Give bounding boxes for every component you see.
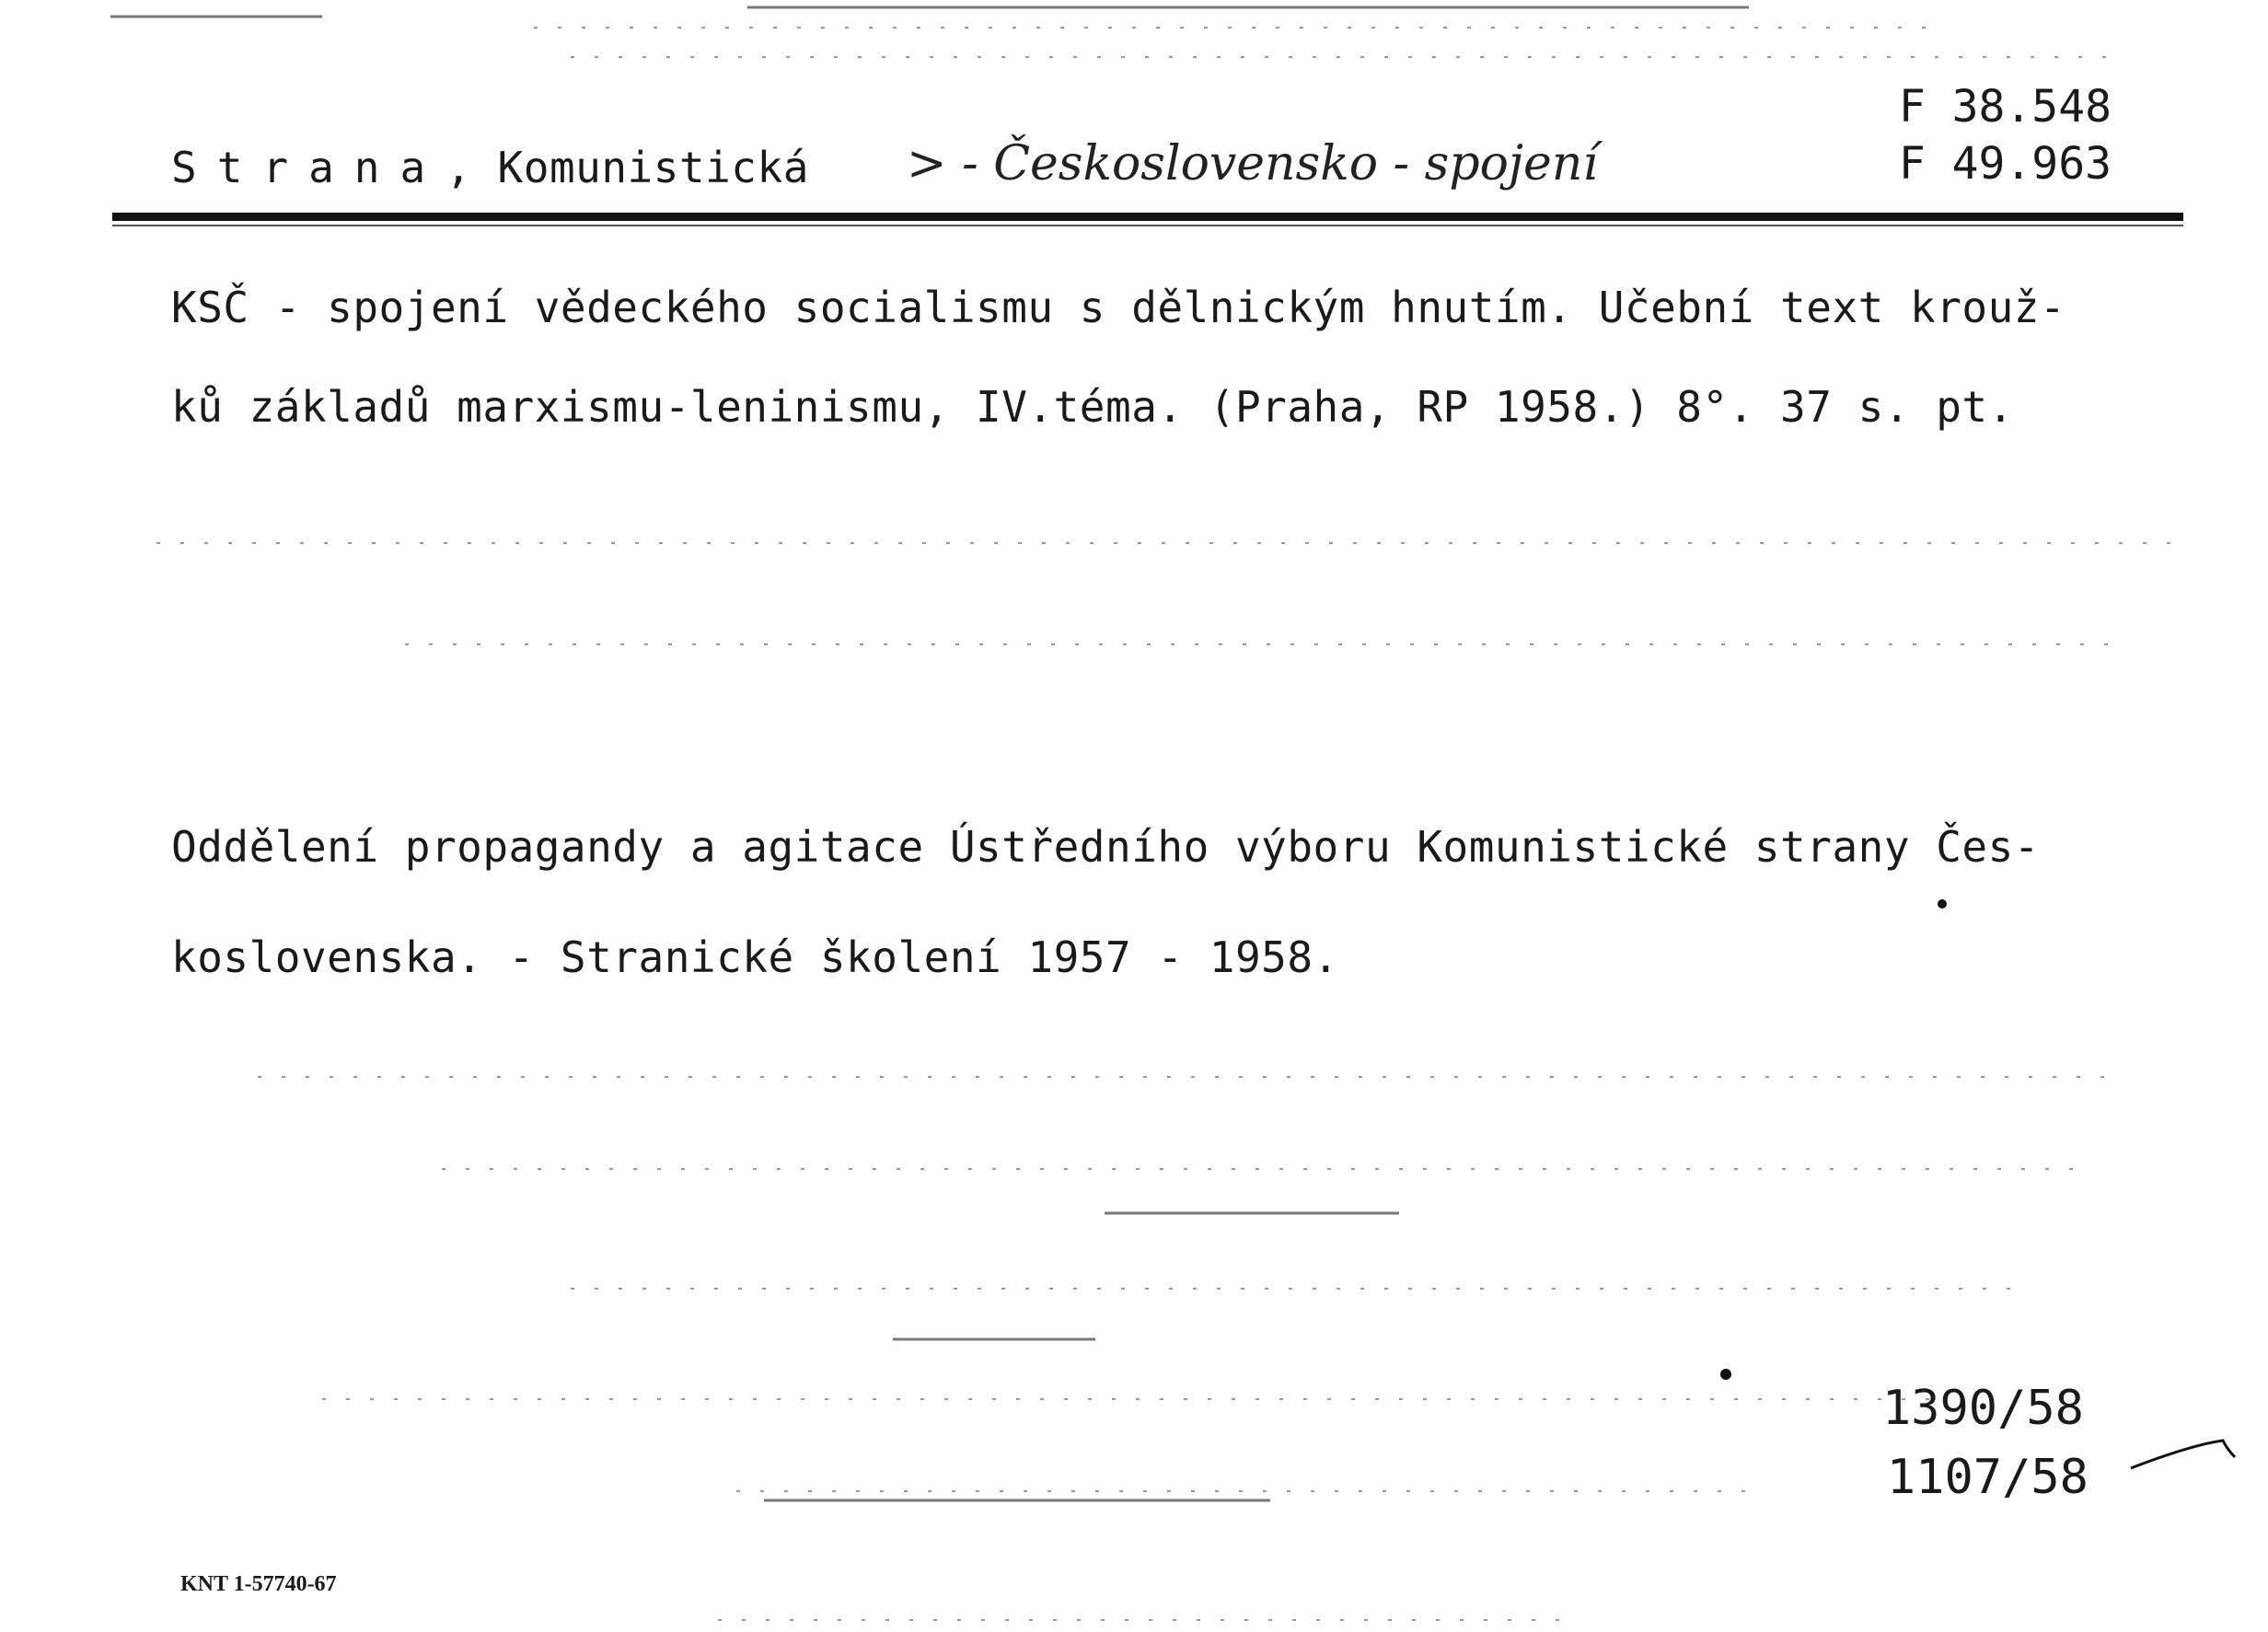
heading — [171, 143, 809, 192]
accession-number-2: 1107/58 — [1886, 1450, 2089, 1505]
accession-number-1: 1390/58 — [1881, 1381, 2084, 1436]
heading-rule-thin — [112, 225, 2183, 226]
title-line-1: KSČ - spojení vědeckého socialismu s dělnickým hnutím. Učební text krouž- — [171, 283, 2066, 332]
heading-qualifier: , Komunistická — [446, 143, 809, 192]
issuer-line-1: Oddělení propagandy a agitace Ústředního výboru Komunistické strany Čes- — [171, 822, 2040, 872]
card-print-code: KNT 1-57740-67 — [180, 1572, 337, 1596]
heading-rule — [112, 213, 2183, 221]
handwritten-heading-addition: > - Československo - spojení — [907, 136, 1598, 191]
heading-main: Strana — [171, 143, 446, 192]
call-number-2: F 49.963 — [1898, 138, 2112, 190]
call-number-1: F 38.548 — [1898, 81, 2112, 133]
title-line-2: ků základů marxismu-leninismu, IV.téma. (Praha, RP 1958.) 8°. 37 s. pt. — [171, 382, 2014, 432]
issuer-line-2: koslovenska. - Stranické školení 1957 - 1958. — [171, 932, 1339, 982]
